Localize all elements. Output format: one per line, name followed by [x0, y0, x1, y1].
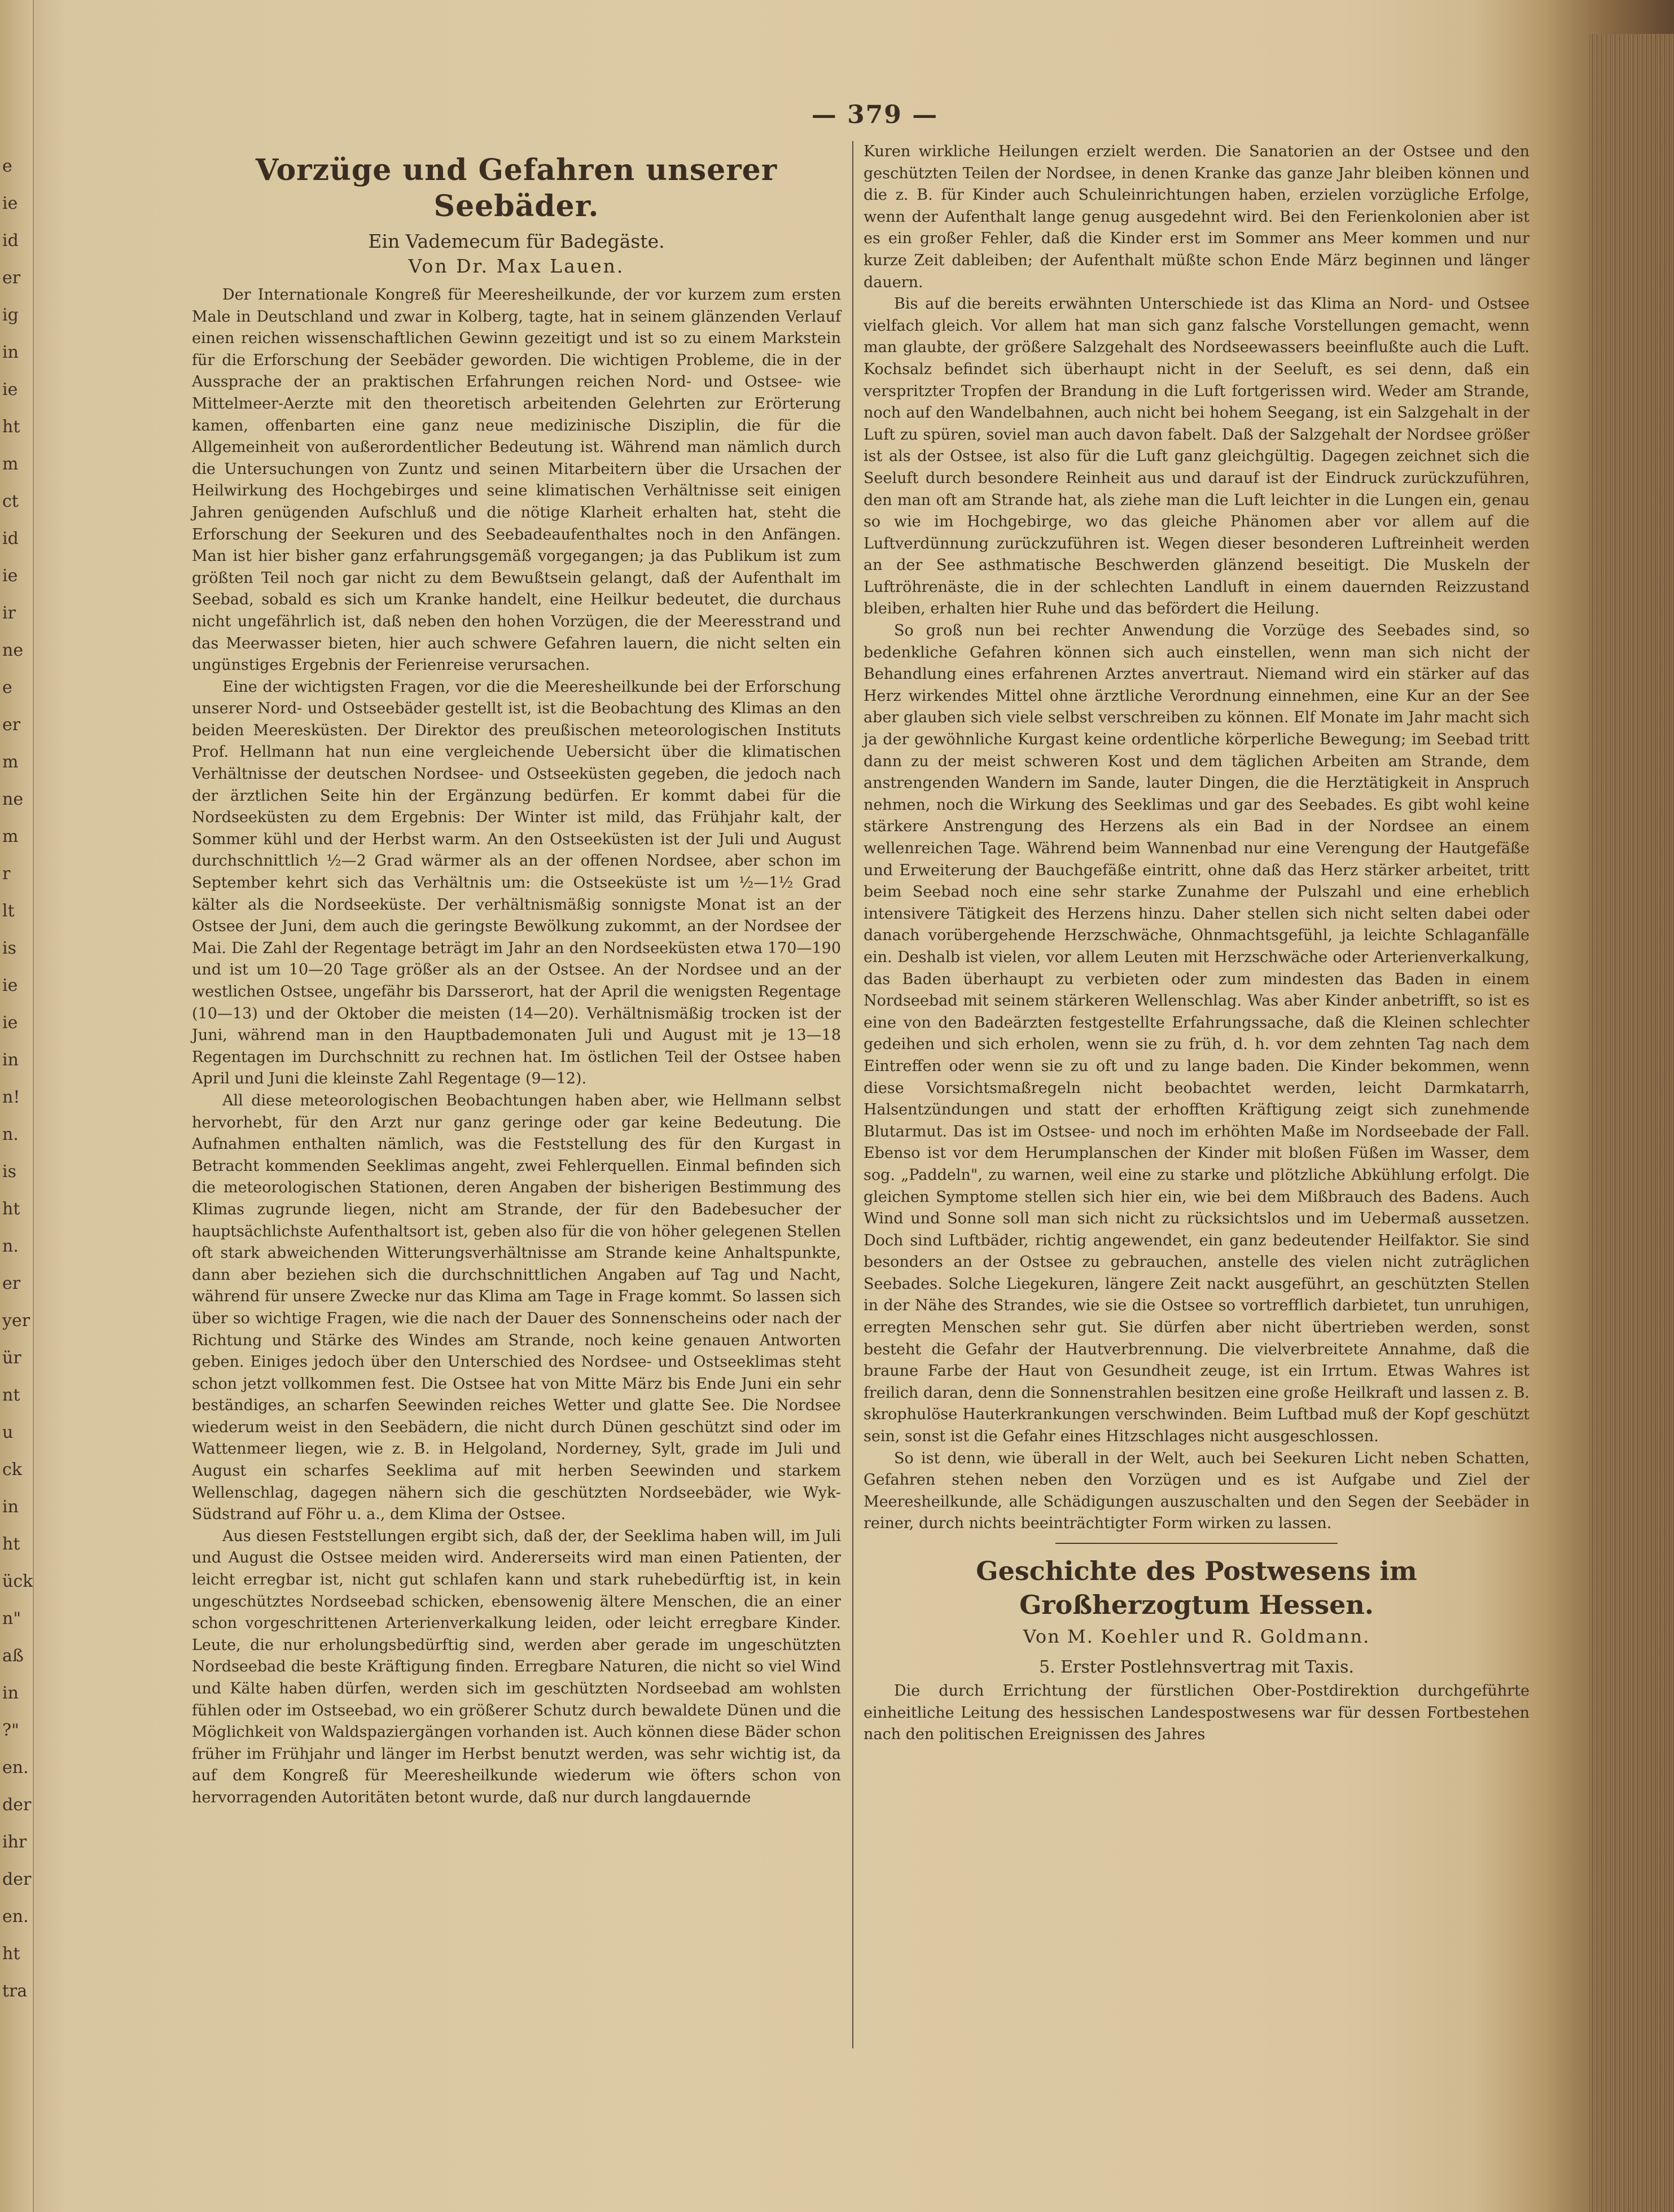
margin-fragment: en.	[2, 1907, 29, 1926]
page-number: — 379 —	[811, 100, 939, 129]
margin-fragment: en.	[2, 1758, 29, 1778]
article-paragraph: So ist denn, wie überall in der Welt, auch bei Seekuren Licht neben Schatten, Gefahren stehen neben den Vorzügen und es ist Aufgabe und Ziel der Meeresheilkunde, alle Schädigungen auszuschalten und den Segen der Seebäder in reiner, durch nichts beeinträchtigter Form wirken zu lassen.	[864, 1449, 1530, 1533]
section-heading: 5. Erster Postlehnsvertrag mit Taxis.	[1038, 1657, 1355, 1677]
margin-fragment: is	[2, 1162, 16, 1182]
margin-fragment: ür	[2, 1348, 21, 1368]
article-separator	[1055, 1543, 1338, 1544]
margin-fragment: ie	[2, 380, 18, 400]
margin-fragment: n!	[2, 1087, 20, 1107]
margin-fragment: m	[2, 752, 19, 772]
article-paragraph: Aus diesen Feststellungen ergibt sich, daß der, der Seeklima haben will, im Juli und August die Ostsee meiden wird. Andererseits wird man einen Patienten, der leicht erregbar ist, nicht gut schlafen kann und stark ruhebedürftig ist, in kein ungeschütztes Nordseebad schicken, ebensowenig ältere Menschen, die an einer schon vorgeschrittenen Arterienverkalkung leiden, oder leicht erregbare Kinder. Leute, die nur erholungsbedürftig sind, werden aber gerade im ungeschützten Nordseebad die beste Kräftigung finden. Erregbare Naturen, die nicht so viel Wind und Kälte haben dürfen, werden sich im geschützten Nordseebad am wohlsten fühlen oder im Ostseebad, wo ein größerer Schutz durch bewaldete Dünen und die Möglichkeit von Waldspaziergängen vorhanden ist. Auch können diese Bäder schon früher im Frühjahr und länger im Herbst benutzt werden, was sehr wichtig ist, da auf dem Kongreß für Meeresheilkunde wiederum wie öfters schon von hervorragenden Autoritäten betont wurde, daß nur durch langdauernde	[192, 1527, 841, 1806]
margin-fragment: der	[2, 1869, 32, 1889]
margin-fragment: ht	[2, 1534, 20, 1554]
margin-fragment: ie	[2, 566, 18, 586]
margin-fragment: ht	[2, 1199, 20, 1219]
margin-fragment: n.	[2, 1236, 19, 1256]
margin-fragment: ihr	[2, 1832, 27, 1852]
article-paragraph: So groß nun bei rechter Anwendung die Vorzüge des Seebades sind, so bedenkliche Gefahren können sich auch einstellen, wenn man sich nicht der Behandlung eines erfahrenen Arztes anvertraut. Niemand wird ein stärker auf das Herz wirkendes Mittel ohne ärztliche Verordnung einnehmen, eine Kur an der See aber glauben sich viele selbst verschreiben zu können. Elf Monate im Jahr macht sich ja der gewöhnliche Kurgast keine ordentliche körperliche Bewegung; im Seebad tritt dann zu der meist schweren Kost und dem täglichen Arbeiten am Strande, dem anstrengenden Wandern im Sande, lauter Dingen, die die Herztätigkeit in Anspruch nehmen, noch die Wirkung des Seeklimas und gar des Seebades. Es gibt wohl keine stärkere Anstrengung des Herzens als ein Bad in der Nordsee an einem wellenreichen Tage. Während beim Wannenbad nur eine Verengung der Hautgefäße und Erweiterung der Bauchgefäße eintritt, ohne daß das Herz stärker arbeitet, tritt beim Seebad noch eine sehr starke Zunahme der Pulszahl und eine erheblich intensivere Tätigkeit des Herzens hinzu. Daher stellen sich nicht selten dabei oder danach vorübergehende Herzschwäche, Ohnmachtsgefühl, ja leichte Schlaganfälle ein. Deshalb ist vielen, vor allem Leuten mit Herzschwäche oder Arterienverkalkung, das Baden überhaupt zu verbieten oder zum mindesten das Baden in einem Nordseebad mit seinem stärkeren Wellenschlag. Was aber Kinder anbetrifft, so ist es eine von den Badeärzten festgestellte Erfahrungssache, daß die Kleinen schlechter gedeihen und sich erholen, wenn sie zu früh, d. h. vor dem zehnten Tag nach dem Eintreffen oder wenn sie zu oft und zu lange baden. Die Kinder bekommen, wenn diese Vorsichtsmaßregeln nicht beobachtet werden, leicht Darmkatarrh, Halsentzündungen und statt der erhofften Kräftigung zeigt sich zunehmende Blutarmut. Das ist im Ostsee- und noch im erhöhten Maße im Nordseebade der Fall. Ebenso ist vor dem Herumplanschen der Kinder mit bloßen Füßen im Wasser, dem sog. „Paddeln", zu warnen, weil eine zu starke und plötzliche Abkühlung erfolgt. Die gleichen Symptome stellen sich hier ein, wie bei dem Mißbrauch des Badens. Auch Wind und Sonne soll man sich nicht zu rücksichtslos und im Uebermaß aussetzen. Doch sind Luftbäder, richtig angewendet, ein ganz bedeutender Heilfaktor. Sie sind besonders an der Ostsee zu gebrauchen, anstelle des vielen nicht zuträglichen Seebades. Solche Liegekuren, längere Zeit nackt ausgeführt, an geschützten Stellen in der Nähe des Strandes, wie sie die Ostsee so vortrefflich darbietet, tun unruhigen, erregten Menschen sehr gut. Sie dürfen aber nicht übertrieben werden, sonst besteht die Gefahr der Hautverbrennung. Die vielverbreitete Annahme, daß die braune Farbe der Haut von Gesundheit zeuge, ist ein Irrtum. Etwas Wahres ist freilich daran, denn die Sonnenstrahlen besitzen eine große Heilkraft und lassen z. B. skrophulöse Hauterkrankungen verschwinden. Beim Luftbad muß der Kopf geschützt sein, sonst ist die Gefahr eines Hitzschlages nicht ausgeschlossen.	[864, 622, 1530, 1446]
margin-fragment: m	[2, 454, 19, 474]
margin-fragment: id	[2, 529, 19, 548]
article-subtitle: Ein Vademecum für Badegäste.	[368, 230, 665, 252]
margin-fragment: ne	[2, 789, 24, 809]
margin-fragment: ie	[2, 194, 18, 213]
margin-fragment: er	[2, 715, 21, 735]
margin-fragment: aß	[2, 1646, 24, 1666]
margin-fragment: ie	[2, 1013, 18, 1033]
column-divider	[852, 141, 853, 2048]
margin-fragment: nt	[2, 1385, 20, 1405]
article-paragraph: Bis auf die bereits erwähnten Unterschiede ist das Klima an Nord- und Ostsee vielfach gleich. Vor allem hat man sich ganz falsche Vorstellungen gemacht, wenn man glaubte, der größere Salzgehalt des Nordseewassers beeinflußte auch die Luft. Kochsalz befindet sich überhaupt nicht in der Seeluft, es sei denn, daß ein verspritzter Tropfen der Brandung in die Luft fortgerissen wird. Weder am Strande, noch auf den Wandelbahnen, auch nicht bei hohem Seegang, ist ein Salzgehalt in der Luft zu spüren, soviel man auch davon fabelt. Daß der Salzgehalt der Nordsee größer ist als der Ostsee, ist also für die Luft ganz gleichgültig. Dagegen zeichnet sich die Seeluft durch besondere Reinheit aus und darauf ist der Eindruck zurückzuführen, den man oft am Strande hat, als ziehe man die Luft leichter in die Lungen ein, genau so wie im Hochgebirge, wo das gleiche Phänomen aber vor allem auf die Luftverdünnung zurückzuführen ist. Wegen dieser besonderen Luftreinheit werden an der See asthmatische Beschwerden glänzend beseitigt. Die Muskeln der Luftröhrenäste, die in der schlechten Landluft in einem dauernden Reizzustand bleiben, erhalten hier Ruhe und das befördert die Heilung.	[864, 295, 1530, 618]
article-title: Vorzüge und Gefahren unserer Seebäder.	[255, 153, 778, 223]
margin-fragment: r	[2, 864, 11, 884]
margin-fragment: id	[2, 231, 19, 251]
margin-fragment: tra	[2, 1981, 28, 2001]
margin-fragment: n.	[2, 1125, 19, 1144]
article-paragraph: Die durch Errichtung der fürstlichen Ober-Postdirektion durchgeführte einheitliche Leitung des hessischen Landespostwesens war für dessen Fortbestehen nach den politischen Ereignissen des Jahres	[864, 1682, 1530, 1744]
margin-fragment: ck	[2, 1460, 22, 1480]
margin-fragment: er	[2, 1274, 21, 1293]
margin-fragment: ück	[2, 1572, 33, 1591]
right-column	[864, 141, 1530, 1746]
margin-fragment: in	[2, 1497, 19, 1517]
margin-fragment: ne	[2, 640, 24, 660]
margin-fragment: yer	[2, 1311, 30, 1331]
margin-fragment: in	[2, 343, 19, 362]
article-paragraph: Eine der wichtigsten Fragen, vor die die Meeresheilkunde bei der Erforschung unserer Nord- und Ostseebäder gestellt ist, ist die Beobachtung des Klimas an den beiden Meeresküsten. Der Direktor des preußischen meteorologischen Instituts Prof. Hellmann hat nun eine vergleichende Uebersicht über die klimatischen Verhältnisse der deutschen Nordsee- und Ostseeküsten gegeben, die jedoch nach der ärztlichen Seite hin der Ergänzung bedürfen. Er kommt dabei für die Nordseeküsten zu dem Ergebnis: Der Winter ist mild, das Frühjahr kalt, der Sommer kühl und der Herbst warm. An den Ostseeküsten ist der Juli und August durchschnittlich ½—2 Grad wärmer als an der offenen Nordsee, aber schon im September kehrt sich das Verhältnis um: die Ostseeküste ist um ½—1½ Grad kälter als die Nordseeküste. Der verhältnismäßig sonnigste Monat ist an der Ostsee der Juni, dem auch die geringste Bewölkung zukommt, an der Nordsee der Mai. Die Zahl der Regentage beträgt im Jahr an den Nordseeküsten etwa 170—190 und ist um 10—20 Tage größer als an der Ostsee. An der Nordsee und an der westlichen Ostsee, ungefähr bis Darsserort, hat der April die wenigsten Regentage (10—13) und der Oktober die meisten (14—20). Verhältnismäßig trocken ist der Juni, während man in den Hauptbademonaten Juli und August mit je 13—18 Regentagen im Durchschnitt zu rechnen hat. Im östlichen Teil der Ostsee haben April und Juni die kleinste Zahl Regentage (9—12).	[192, 678, 841, 1088]
second-article-title: Geschichte des Postwesens im Großherzogtum Hessen.	[976, 1556, 1417, 1620]
article-paragraph: Kuren wirkliche Heilungen erzielt werden. Die Sanatorien an der Ostsee und den geschützten Teilen der Nordsee, in denen Kranke das ganze Jahr bleiben können und die z. B. für Kinder auch Schuleinrichtungen haben, erzielen vorzügliche Erfolge, wenn der Aufenthalt lange genug ausgedehnt wird. Bei den Ferienkolonien aber ist es ein großer Fehler, daß die Kinder erst im Sommer ans Meer kommen und nur kurze Zeit dableiben; der Aufenthalt müßte schon Ende März beginnen und länger dauern.	[864, 143, 1530, 291]
margin-fragment: u	[2, 1423, 14, 1442]
margin-fragment: er	[2, 268, 21, 288]
margin-fragment: in	[2, 1050, 19, 1070]
article-author: Von Dr. Max Lauen.	[408, 255, 625, 277]
article-paragraph: Der Internationale Kongreß für Meeresheilkunde, der vor kurzem zum ersten Male in Deutschland und zwar in Kolberg, tagte, hat in seinem glänzenden Verlauf einen reichen wissenschaftlichen Gewinn gezeitigt und ist so zu einem Markstein für die Erforschung der Seebäder geworden. Die wichtigen Probleme, die in der Aussprache der an praktischen Erfahrungen reichen Nord- und Ostsee- wie Mittelmeer-Aerzte mit den theoretisch arbeitenden Gelehrten zur Erörterung kamen, offenbarten eine ganz neue medizinische Disziplin, die für die Allgemeinheit von außerordentlicher Bedeutung ist. Während man nämlich durch die Untersuchungen von Zuntz und seinen Mitarbeitern über die Ursachen der Heilwirkung des Hochgebirges und seine klimatischen Verhältnisse seit einigen Jahren genügenden Aufschluß und die nötige Klarheit erhalten hat, steht die Erforschung der Seekuren und des Seebadeaufenthaltes noch in den Anfängen. Man ist hier bisher ganz erfahrungsgemäß vorgegangen; ja das Publikum ist zum größten Teil noch gar nicht zu dem Bewußtsein gelangt, daß der Aufenthalt im Seebad, sobald es sich um Kranke handelt, eine Heilkur bedeutet, die durchaus nicht ungefährlich ist, daß neben den hohen Vorzügen, die der Meeresstrand und das Meerwasser bieten, hier auch schwere Gefahren lauern, die nicht selten ein ungünstiges Ergebnis der Ferienreise verursachen.	[192, 286, 841, 674]
margin-fragment: is	[2, 938, 16, 958]
second-article-authors: Von M. Koehler und R. Goldmann.	[1023, 1626, 1370, 1647]
article-paragraph: All diese meteorologischen Beobachtungen haben aber, wie Hellmann selbst hervorhebt, für den Arzt nur ganz geringe oder gar keine Bedeutung. Die Aufnahmen enthalten nämlich, was die Feststellung des für den Kurgast in Betracht kommenden Seeklimas angeht, zwei Fehlerquellen. Einmal befinden sich die meteorologischen Stationen, deren Angaben der bisherigen Bestimmung des Klimas zugrunde liegen, nicht am Strande, der für den Badebesucher der hauptsächlichste Aufenthaltsort ist, geben also für die von höher gelegenen Stellen oft stark abweichenden Witterungsverhältnisse am Strande keine Anhaltspunkte, dann aber beziehen sich die durchschnittlichen Angaben auf Tag und Nacht, während für unsere Zwecke nur das Klima am Tage in Frage kommt. So lassen sich über so wichtige Fragen, wie die nach der Dauer des Sonnenscheins oder nach der Richtung und Stärke des Windes am Strande, noch keine genauen Antworten geben. Einiges jedoch über den Unterschied des Nordsee- und Ostseeklimas steht schon jetzt vollkommen fest. Die Ostsee hat von Mitte März bis Ende Juni ein sehr beständiges, an scharfen Seewinden reiches Wetter und glatte See. Die Nordsee wiederum weist in den Seebädern, die nicht durch Dünen geschützt sind oder im Wattenmeer liegen, wie z. B. in Helgoland, Norderney, Sylt, grade im Juli und August ein scharfes Seeklima auf mit herben Seewinden und starkem Wellenschlag, dagegen nähern sich die geschützten Nordseebäder, wie Wyk-Südstrand auf Föhr u. a., dem Klima der Ostsee.	[192, 1091, 841, 1524]
margin-fragment: lt	[2, 901, 15, 921]
adjacent-page-edge	[0, 0, 34, 2212]
margin-fragment: m	[2, 827, 19, 846]
margin-fragment: e	[2, 678, 12, 697]
margin-fragment: ht	[2, 417, 20, 437]
margin-fragment: ir	[2, 603, 16, 623]
margin-fragment: n"	[2, 1609, 21, 1629]
book-page-edges	[1589, 34, 1674, 2212]
margin-fragment: e	[2, 156, 12, 176]
newspaper-page	[34, 0, 1589, 2212]
margin-fragment: in	[2, 1683, 19, 1703]
margin-fragment: ?"	[2, 1721, 19, 1740]
margin-fragment: der	[2, 1795, 32, 1815]
margin-fragment: ig	[2, 305, 19, 325]
margin-fragment: ct	[2, 491, 19, 511]
margin-fragment: ie	[2, 976, 18, 995]
margin-fragment: ht	[2, 1944, 20, 1964]
left-column	[192, 141, 841, 1809]
